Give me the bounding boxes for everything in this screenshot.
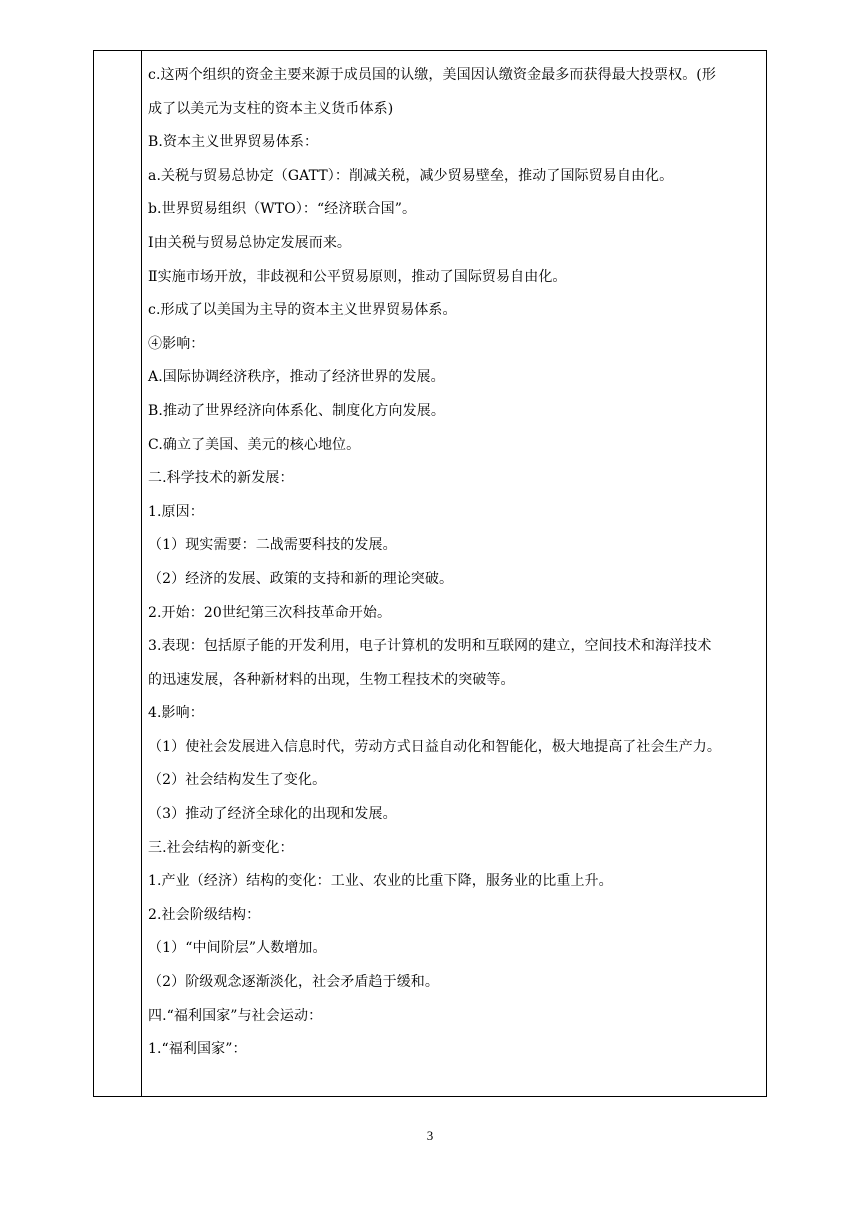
text-line: 1.“福利国家”： [148,1041,247,1058]
left-column [94,51,142,1096]
text-line: 四.“福利国家”与社会运动： [148,1007,323,1024]
text-line: （2）经济的发展、政策的支持和新的理论突破。 [148,570,454,587]
text-line: （1）现实需要：二战需要科技的发展。 [148,537,397,554]
text-line: b.世界贸易组织（WTO）：“经济联合国”。 [148,201,417,218]
text-line: （2）社会结构发生了变化。 [148,772,327,789]
text-line: c.这两个组织的资金主要来源于成员国的认缴，美国因认缴资金最多而获得最大投票权。(形 [148,67,716,83]
text-line: B.推动了世界经济向体系化、制度化方向发展。 [148,402,445,419]
text-line: （2）阶级观念逐渐淡化，社会矛盾趋于缓和。 [148,974,440,991]
text-line: 2.开始：20世纪第三次科技革命开始。 [148,604,392,621]
text-line: （1）“中间阶层”人数增加。 [148,940,327,957]
text-line: C.确立了美国、美元的核心地位。 [148,436,361,453]
text-line: c.形成了以美国为主导的资本主义世界贸易体系。 [148,302,457,319]
text-line: 1.产业（经济）结构的变化：工业、农业的比重下降，服务业的比重上升。 [148,873,613,890]
text-line: Ⅱ实施市场开放，非歧视和公平贸易原则，推动了国际贸易自由化。 [148,268,567,285]
text-line: （1）使社会发展进入信息时代，劳动方式日益自动化和智能化，极大地提高了社会生产力。 [148,738,722,755]
content-cell [142,51,766,1067]
text-line: 3.表现：包括原子能的开发利用，电子计算机的发明和互联网的建立，空间技术和海洋技术 [148,638,712,655]
text-line: ④影响： [148,335,205,352]
text-line: 2.社会阶级结构： [148,906,261,923]
text-line: 成了以美元为支柱的资本主义货币体系) [148,100,394,117]
text-line: （3）推动了经济全球化的出现和发展。 [148,806,397,823]
content-table [93,50,767,1097]
text-line: Ⅰ由关税与贸易总协定发展而来。 [148,234,352,251]
text-line: 的迅速发展，各种新材料的出现，生物工程技术的突破等。 [148,671,515,688]
text-line: a.关税与贸易总协定（GATT）：削减关税，减少贸易壁垒，推动了国际贸易自由化。 [148,167,674,184]
text-line: 1.原因： [148,503,204,520]
text-line: A.国际协调经济秩序，推动了经济世界的发展。 [148,369,445,386]
text-line: B.资本主义世界贸易体系： [148,134,319,151]
text-line: 4.影响： [148,705,204,722]
page-number: 3 [426,1128,434,1143]
text-line: 三.社会结构的新变化： [148,839,294,856]
text-line: 二.科学技术的新发展： [148,470,294,487]
